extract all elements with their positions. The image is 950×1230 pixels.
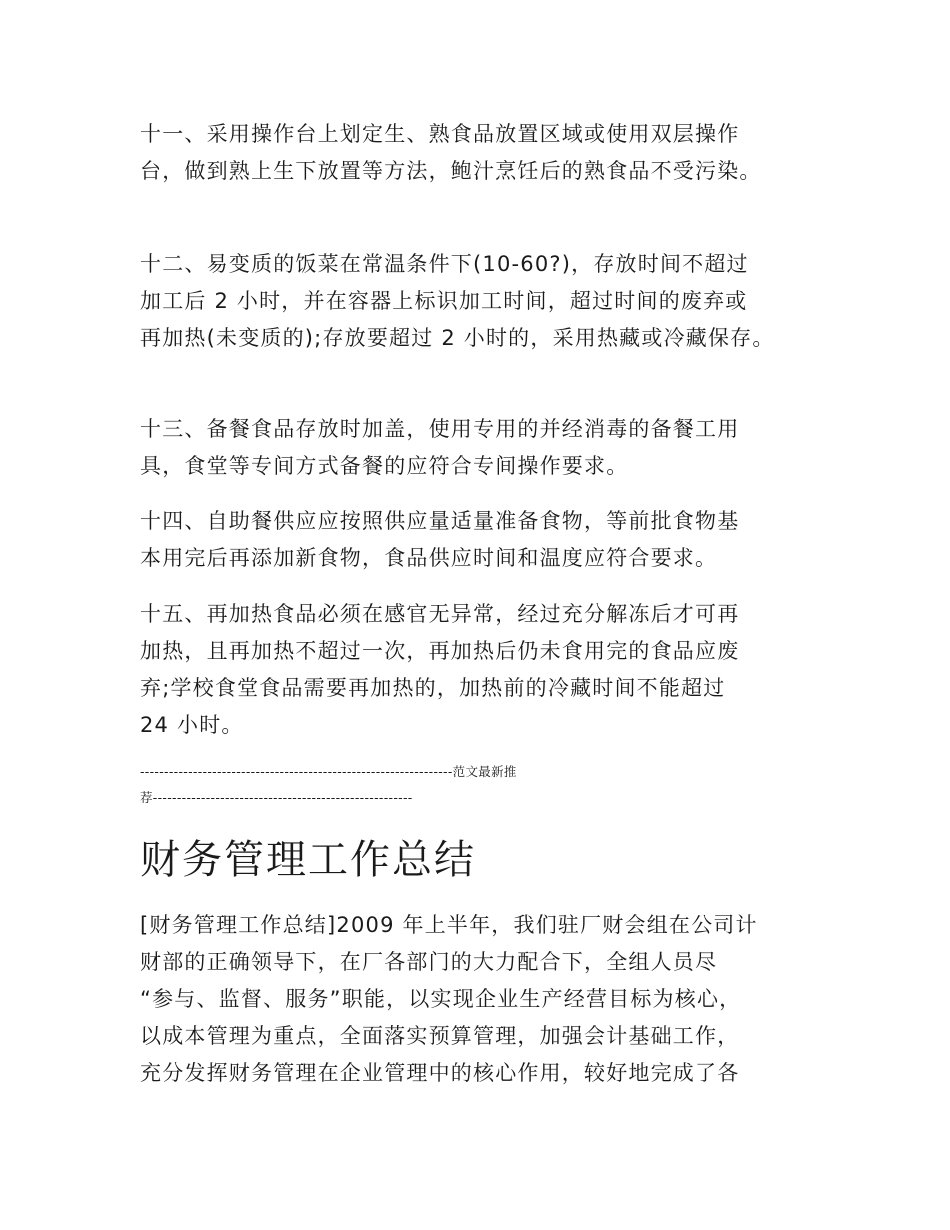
divider-line: 荐------------------------------------------------------ — [140, 790, 413, 805]
paragraph-line: 十四、自助餐供应应按照供应量适量准备食物，等前批食物基 — [140, 509, 740, 533]
paragraph-line: 具，食堂等专间方式备餐的应符合专间操作要求。 — [140, 454, 629, 478]
paragraph-item-13 — [140, 411, 830, 485]
paragraph-line: 以成本管理为重点，全面落实预算管理，加强会计基础工作， — [140, 1024, 740, 1048]
paragraph-line: “参与、监督、服务”职能，以实现企业生产经营目标为核心， — [140, 987, 742, 1011]
paragraph-line: 十三、备餐食品存放时加盖，使用专用的并经消毒的备餐工用 — [140, 417, 740, 441]
article-title: 财务管理工作总结 — [140, 837, 476, 883]
paragraph-line: [财务管理工作总结]2009 年上半年，我们驻厂财会组在公司计 — [140, 913, 758, 937]
article-body — [140, 907, 830, 1092]
paragraph-line: 再加热(未变质的);存放要超过 2 小时的，采用热藏或冷藏保存。 — [140, 326, 775, 350]
paragraph-line: 财部的正确领导下，在厂各部门的大力配合下，全组人员尽 — [140, 950, 718, 974]
paragraph-line: 充分发挥财务管理在企业管理中的核心作用，较好地完成了各 — [140, 1061, 740, 1085]
paragraph-line: 十二、易变质的饭菜在常温条件下(10-60?)，存放时间不超过 — [140, 252, 749, 276]
paragraph-item-11 — [140, 116, 830, 190]
paragraph-item-14 — [140, 503, 830, 577]
paragraph-item-15 — [140, 596, 830, 744]
paragraph-line: 十一、采用操作台上划定生、熟食品放置区域或使用双层操作 — [140, 122, 740, 146]
paragraph-item-12 — [140, 246, 830, 357]
paragraph-line: 加工后 2 小时，并在容器上标识加工时间，超过时间的废弃或 — [140, 289, 748, 313]
paragraph-line: 弃;学校食堂食品需要再加热的，加热前的冷藏时间不能超过 — [140, 676, 726, 700]
paragraph-line: 十五、再加热食品必须在感官无异常，经过充分解冻后才可再 — [140, 602, 740, 626]
recommendation-divider — [140, 759, 840, 811]
paragraph-line: 台，做到熟上生下放置等方法，鲍汁烹饪后的熟食品不受污染。 — [140, 159, 762, 183]
paragraph-line: 24 小时。 — [140, 713, 244, 737]
divider-line: -----------------------------------------------------------------范文最新推 — [140, 764, 517, 779]
paragraph-line: 本用完后再添加新食物，食品供应时间和温度应符合要求。 — [140, 546, 718, 570]
paragraph-line: 加热，且再加热不超过一次，再加热后仍未食用完的食品应废 — [140, 639, 740, 663]
